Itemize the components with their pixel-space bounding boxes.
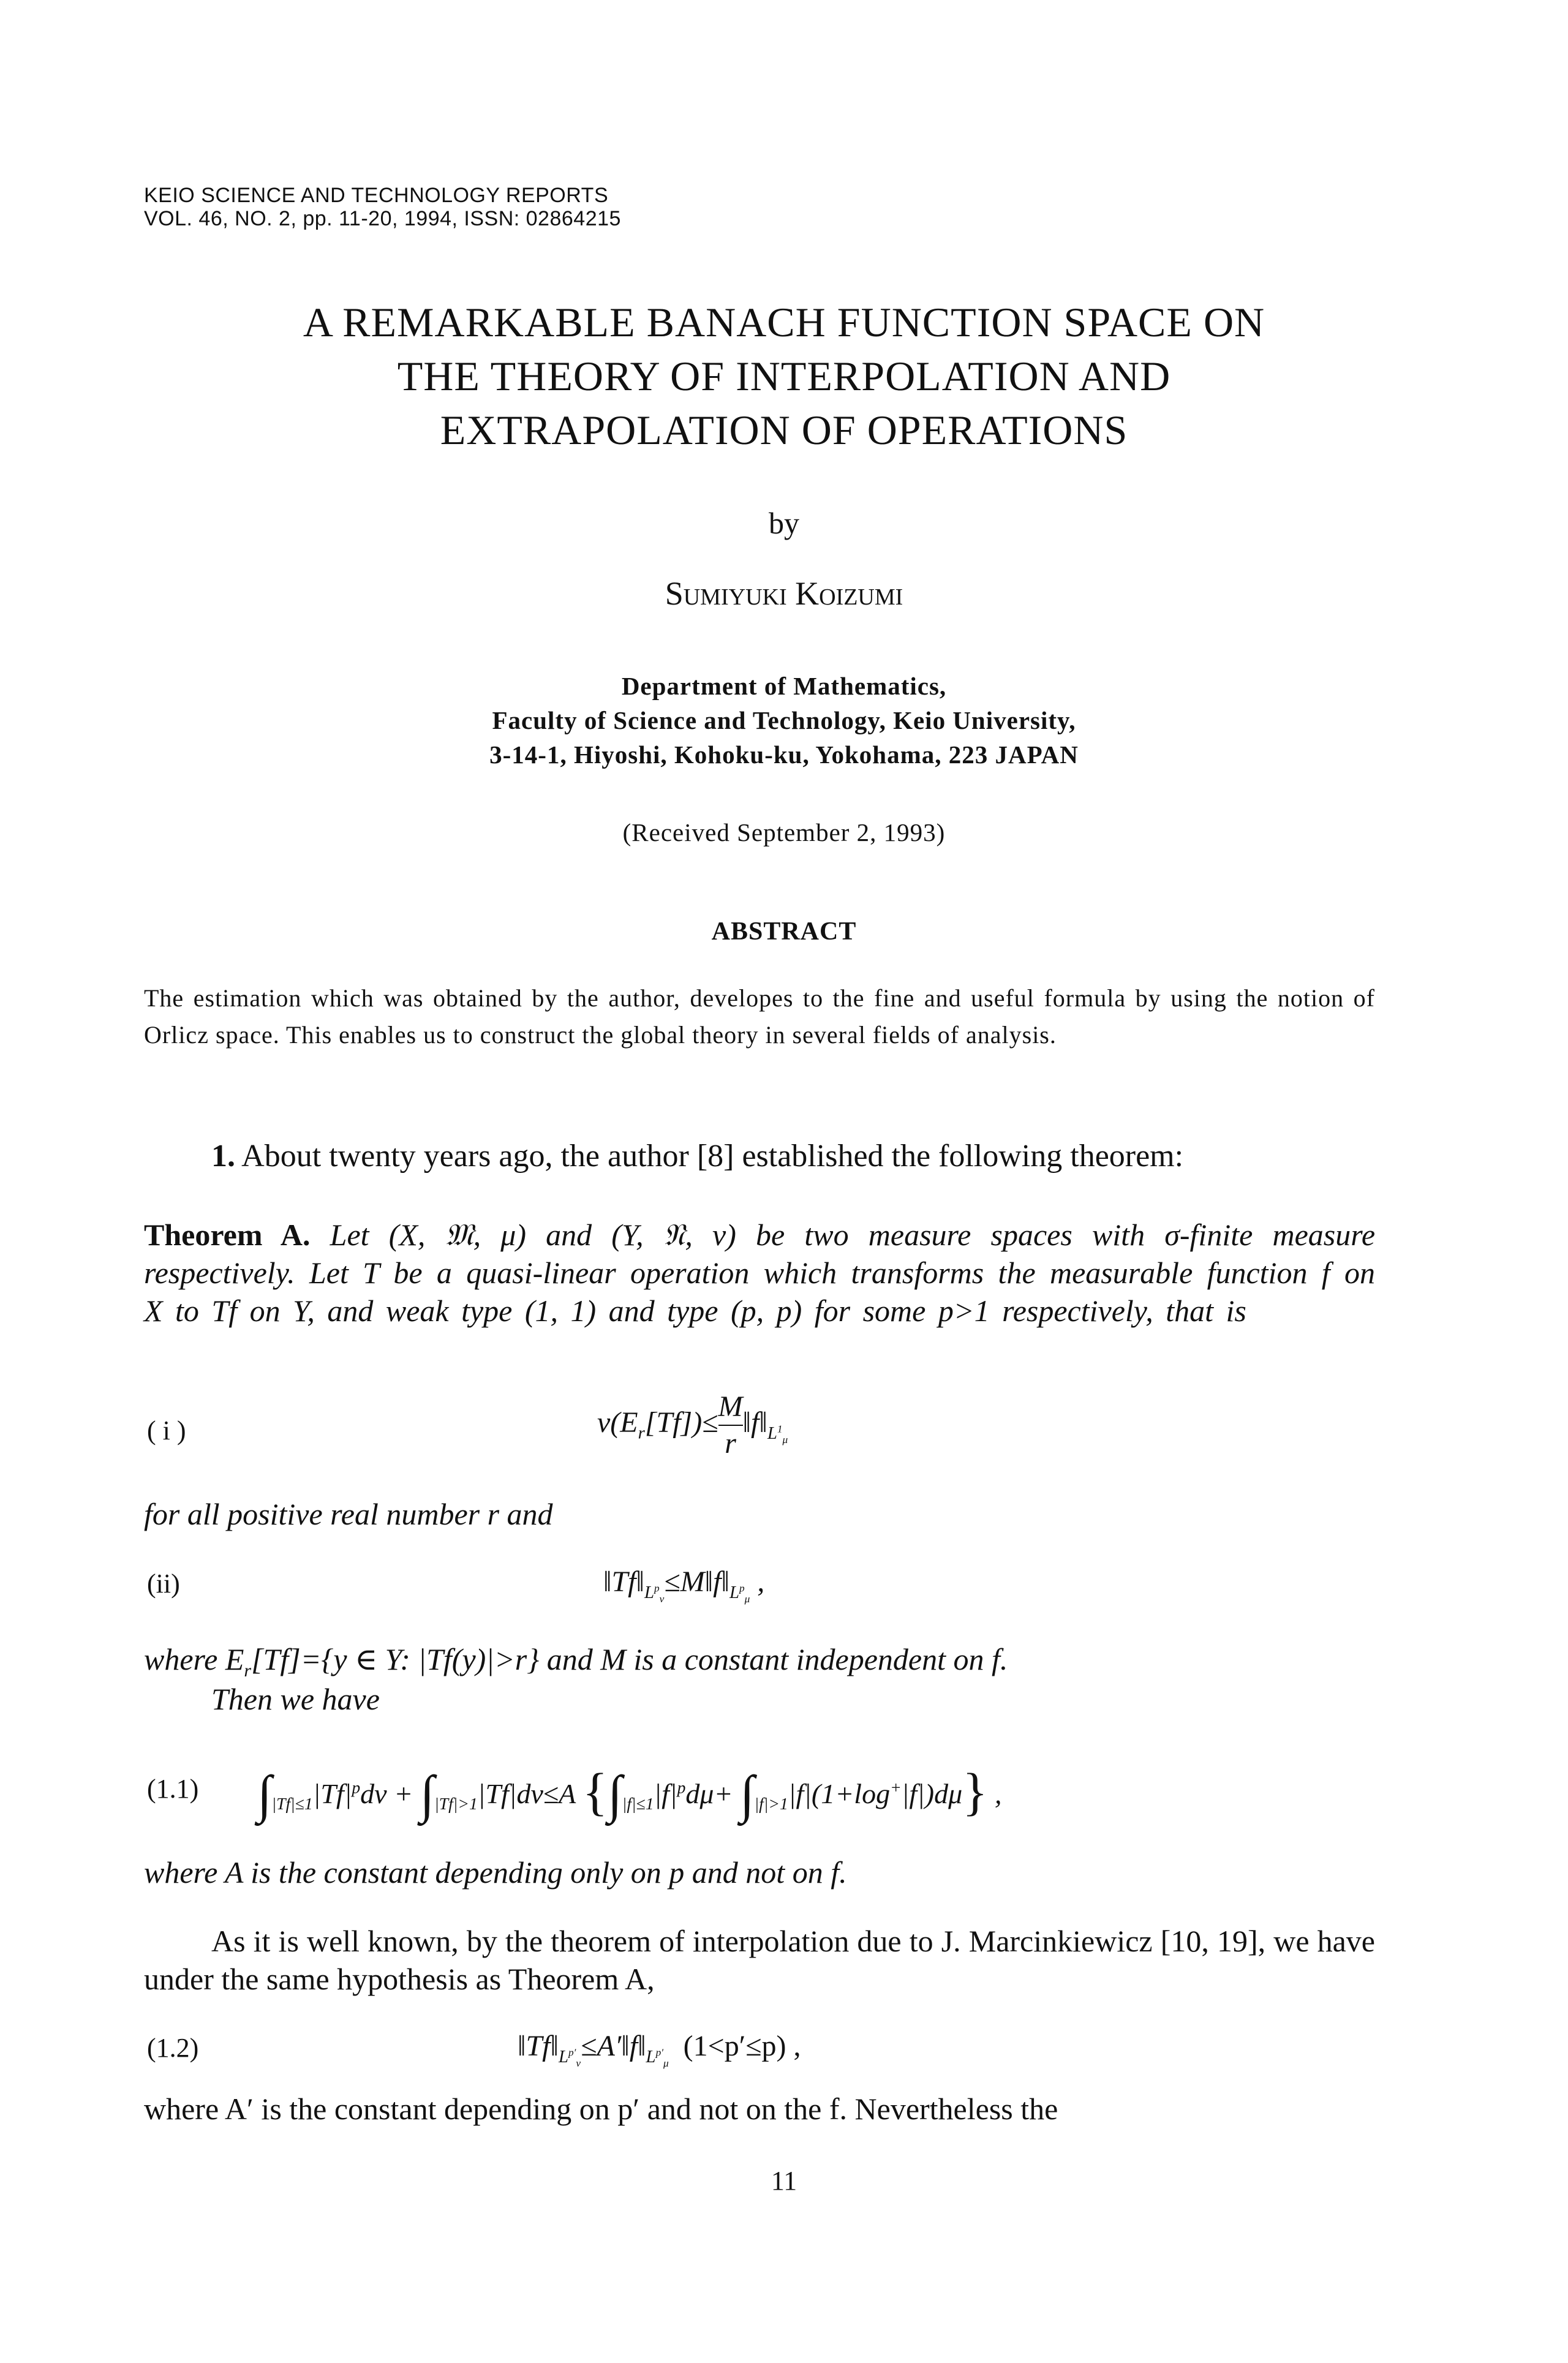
affiliation-line-3: 3-14-1, Hiyoshi, Kohoku-ku, Yokohama, 223 JAPAN <box>489 741 1079 769</box>
section-1-intro <box>211 1138 1183 1174</box>
section-1-text: About twenty years ago, the author [8] established the following theorem: <box>241 1139 1184 1174</box>
paper-title <box>0 295 1568 457</box>
theorem-label: Theorem A. <box>144 1218 311 1252</box>
where-line-1: where $E_r[Tf]=\{y$ ∈ Y: |Tf(y)|>r} and M is a constant independent on f. <box>144 1642 1008 1681</box>
eq-ii-label: (ii) <box>147 1569 180 1599</box>
eq-1-1: $\int_{|Tf|\le 1}|Tf|^pd\nu + \int_{|Tf|>1}|Tf|d\nu\le A$ $\{\int_{|f|\le 1}|f|^pd\mu+ \int_{|f|>1}|f|(1+\log^+|f|)d\mu\}$ , <box>257 1762 1002 1823</box>
eq-1-1-sub-2: |Tf|>1 <box>434 1794 478 1814</box>
affiliation <box>0 669 1568 772</box>
where-1b: [Tf]={y ∈ Y: |Tf(y)|>r} and M is a constant independent on f. <box>251 1642 1008 1676</box>
byline: by <box>769 506 799 540</box>
title-line-3: EXTRAPOLATION OF OPERATIONS <box>440 407 1128 453</box>
affiliation-line-1: Department of Mathematics, <box>621 672 947 700</box>
integral-1-icon: ∫ <box>257 1765 272 1823</box>
eq-1-2: $‖Tf‖_{L^{p'}_\nu}\le A'‖f‖_{L^{p'}_\mu}$ (1<p′≤p) , <box>518 2030 801 2069</box>
forall-line: for all positive real number r and <box>144 1497 553 1531</box>
integral-4-icon: ∫ <box>740 1765 755 1823</box>
journal-name: KEIO SCIENCE AND TECHNOLOGY REPORTS <box>144 184 609 207</box>
integral-2-icon: ∫ <box>420 1765 435 1823</box>
page-number: 11 <box>771 2166 797 2196</box>
eq-1-1-part-1: |Tf| <box>312 1778 352 1809</box>
eq-1-2-label: (1.2) <box>147 2033 199 2063</box>
eq-i-denominator: r <box>725 1427 736 1460</box>
where-line-2: where A is the constant depending only on p and not on f. <box>144 1855 847 1890</box>
then-line: Then we have <box>211 1682 380 1716</box>
eq-1-1-label: (1.1) <box>147 1774 199 1804</box>
author-name: Sumiyuki Koizumi <box>665 575 903 612</box>
eq-1-1-end: , <box>987 1778 1002 1809</box>
eq-1-2-mid: ≤A′‖f‖ <box>581 2030 646 2062</box>
section-number: 1. <box>211 1139 235 1174</box>
theorem-a <box>144 1216 1375 1330</box>
eq-1-1-part-6: |f|(1+log <box>788 1778 891 1809</box>
eq-ii: $‖Tf‖_{L^p_\nu}\le M‖f‖_{L^p_\mu}$ , <box>603 1566 765 1605</box>
paragraph-2: As it is well known, by the theorem of interpolation due to J. Marcinkiewicz [10, 19], we have under the same hypothesis as Theorem A, <box>144 1924 1375 1996</box>
theorem-text: Let (X, 𝔐, μ) and (Y, 𝔑, ν) be two measure spaces with σ-finite measure respectively. Let T be a quasi-linear operation which transforms the measurable function f on X to Tf on Y, and weak type (1, 1) and type (p, p) for some p>1 respectively, that is <box>144 1218 1376 1328</box>
eq-ii-end: , <box>750 1566 765 1598</box>
eq-1-1-part-2: dν + <box>360 1778 413 1809</box>
title-line-2: THE THEORY OF INTERPOLATION AND <box>397 353 1171 399</box>
eq-1-1-sub-1: |Tf|≤1 <box>271 1794 313 1814</box>
journal-header <box>144 184 621 230</box>
eq-i-numerator: M <box>718 1389 743 1426</box>
eq-1-1-part-3: |Tf|dν≤A <box>477 1778 576 1809</box>
received-date: (Received September 2, 1993) <box>622 818 946 846</box>
integral-3-icon: ∫ <box>608 1765 622 1823</box>
eq-i: $\nu(E_r[Tf])\le$ $\frac{M}{r}$ $‖f‖_{L^1_\mu}$ <box>597 1389 788 1461</box>
eq-1-1-sub-4: |f|>1 <box>754 1794 788 1814</box>
eq-i-tail: ‖f‖ <box>742 1406 767 1439</box>
right-brace-icon: } <box>962 1762 988 1821</box>
eq-1-1-part-5: dμ+ <box>685 1778 733 1809</box>
eq-i-lhs: ν(E <box>597 1406 638 1439</box>
where-1a: where E <box>144 1642 244 1676</box>
eq-i-label: ( i ) <box>147 1415 186 1445</box>
eq-i-fraction <box>718 1389 743 1461</box>
abstract-heading: ABSTRACT <box>711 918 857 946</box>
journal-volume: VOL. 46, NO. 2, pp. 11-20, 1994, ISSN: 02864215 <box>144 207 621 230</box>
last-line: where A′ is the constant depending on p′ and not on the f. Nevertheless the <box>144 2092 1058 2126</box>
eq-1-2-lhs: ‖Tf‖ <box>518 2030 559 2062</box>
eq-1-2-condition: (1<p′≤p) , <box>683 2030 801 2062</box>
eq-1-1-part-4: |f| <box>654 1778 677 1809</box>
eq-ii-lhs: ‖Tf‖ <box>603 1566 644 1598</box>
eq-1-1-sub-3: |f|≤1 <box>622 1794 654 1814</box>
eq-1-1-part-7: |f|)dμ <box>901 1778 963 1809</box>
eq-ii-mid: ≤M‖f‖ <box>664 1566 729 1598</box>
left-brace-icon: { <box>582 1762 608 1821</box>
abstract-text: The estimation which was obtained by the author, developes to the fine and useful formula by using the notion of Orlicz space. This enables us to construct the global theory in several fields of analysis. <box>144 984 1375 1049</box>
affiliation-line-2: Faculty of Science and Technology, Keio University, <box>492 706 1076 734</box>
eq-i-rest: [Tf])≤ <box>644 1406 718 1439</box>
title-line-1: A REMARKABLE BANACH FUNCTION SPACE ON <box>303 299 1265 345</box>
